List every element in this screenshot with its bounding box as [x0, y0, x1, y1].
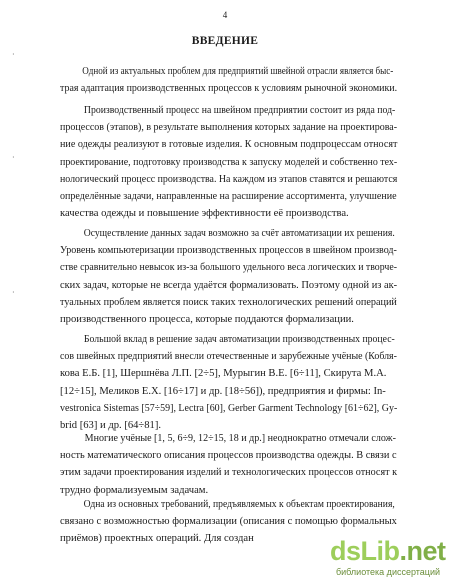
- text-line: [12÷15], Меликов Е.Х. [16÷17] и др. [18÷56]), предприятия и фирмы: In-: [60, 385, 386, 397]
- text-line: качества одежды и повышение эффективности её производства.: [60, 208, 349, 220]
- text-line: brid [63] и др. [64÷81].: [60, 420, 162, 432]
- text-line: сов швейных предприятий внесли отечественные и зарубежные учёные (Кобля-: [60, 351, 397, 363]
- text-line: проектирование, подготовку производства к запуску моделей и собственно тех-: [60, 156, 398, 168]
- text-line: ние одежды реализуют в готовые изделия. К основным подпроцессам относят: [60, 139, 398, 151]
- text-line: Осуществление данных задач возможно за счёт автоматизации их решения.: [83, 228, 395, 239]
- text-line: Одна из основных требований, предъявляемых к объектам проектирования,: [83, 499, 395, 510]
- text-line: процессов (этапов), в результате выполнения которых задание на проектирова-: [60, 122, 398, 134]
- paragraph: [60, 102, 397, 222]
- paragraph: [60, 63, 397, 97]
- text-line: Большой вклад в решение задач автоматизации производственных процес-: [83, 334, 395, 345]
- text-line: Производственный процесс на швейном предприятии состоит из ряда под-: [83, 105, 396, 116]
- margin-mark: ·: [12, 288, 15, 297]
- text-line: этим задачи проектирования изделий и технологических процессов относят к: [60, 467, 398, 479]
- text-line: нологический процесс производства. На каждом из этапов ставятся и решаются: [60, 173, 398, 185]
- margin-mark: ·: [12, 153, 15, 162]
- text-line: стве сравнительно невысок из-за большого удельного веса логических и творче-: [60, 262, 397, 274]
- text-line: vestronica Sistemas [57÷59], Lectra [60], Gerber Garment Technology [61÷62], Gy-: [60, 402, 398, 414]
- text-line: ность математического описания процессов производства одежды. В связи с: [60, 450, 397, 462]
- text-line: определённые задачи, направленные на расширение ассортимента, улучшение: [60, 191, 397, 203]
- text-line: Одной из актуальных проблем для предприятий швейной отрасли является быс-: [82, 66, 394, 77]
- watermark-logo: dsLib.net: [330, 536, 446, 566]
- text-line: ских задач, которые не всегда удаётся формализовать. Поэтому одной из ак-: [60, 279, 398, 291]
- watermark: [330, 536, 448, 580]
- page-title: ВВЕДЕНИЕ: [191, 35, 259, 47]
- watermark-subtitle: библиотека диссертаций: [336, 567, 441, 577]
- text-line: трая адаптация производственных процессов к условиям рыночной экономики.: [60, 83, 398, 95]
- page-number: 4: [222, 10, 228, 20]
- paragraph: [60, 430, 397, 499]
- text-line: связано с возможностью формализации (описания с помощью формальных: [60, 516, 397, 528]
- text-line: Уровень компьютеризации производственных процессов в швейном производ-: [60, 245, 397, 257]
- text-line: приёмов) проектных операций. Для создан: [60, 533, 254, 545]
- paragraph: [60, 225, 397, 328]
- text-line: Многие учёные [1, 5, 6÷9, 12÷15, 18 и др.] неоднократно отмечали слож-: [84, 433, 396, 444]
- paragraph: [60, 331, 397, 434]
- text-line: туальных проблем является поиск таких технологических решений операций: [60, 296, 397, 308]
- margin-mark: ·: [12, 50, 15, 59]
- text-line: трудно формализуемым задачам.: [60, 484, 209, 496]
- text-line: производственного процесса, которые поддаются формализации.: [60, 314, 354, 326]
- text-line: кова Е.Б. [1], Шершнёва Л.П. [2÷5], Мурыгин В.Е. [6÷11], Скирута М.А.: [60, 368, 387, 380]
